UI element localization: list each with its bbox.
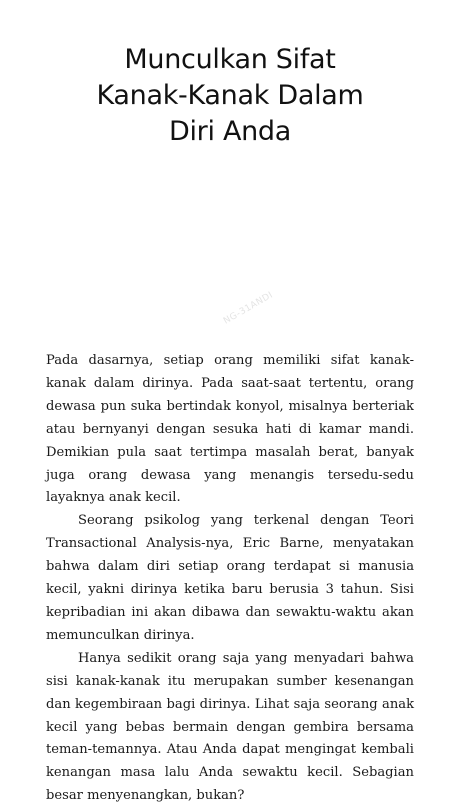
chapter-title-line-2: Kanak-Kanak Dalam xyxy=(96,80,364,111)
chapter-title xyxy=(0,42,460,150)
chapter-title-line-3: Diri Anda xyxy=(168,116,292,147)
paragraph-2: Seorang psikolog yang terkenal dengan Teori Transactional Analysis-nya, Eric Barne, menyatakan bahwa dalam diri setiap orang terdapat si manusia kecil, yakni dirinya ketika baru berusia 3 tahun. Sisi kepribadian ini akan dibawa dan sewaktu-waktu akan memunculkan dirinya. xyxy=(46,513,414,643)
paragraph-1: Pada dasarnya, setiap orang memiliki sifat kanak-kanak dalam dirinya. Pada saat-saat tertentu, orang dewasa pun suka bertindak konyol, misalnya berteriak atau bernyanyi dengan sesuka hati di kamar mandi. Demikian pula saat tertimpa masalah berat, banyak juga orang dewasa yang menangis tersedu-sedu layaknya anak kecil. xyxy=(46,353,414,506)
chapter-body xyxy=(46,350,414,808)
chapter-title-line-1: Munculkan Sifat xyxy=(124,44,336,75)
watermark: NG-31ANDI xyxy=(222,290,275,327)
paragraph-3: Hanya sedikit orang saja yang menyadari bahwa sisi kanak-kanak itu merupakan sumber kesenangan dan kegembiraan bagi dirinya. Lihat saja seorang anak kecil yang bebas bermain dengan gembira bersama teman-temannya. Atau Anda dapat mengingat kembali kenangan masa lalu Anda sewaktu kecil. Sebagian besar menyenangkan, bukan? xyxy=(46,650,414,804)
